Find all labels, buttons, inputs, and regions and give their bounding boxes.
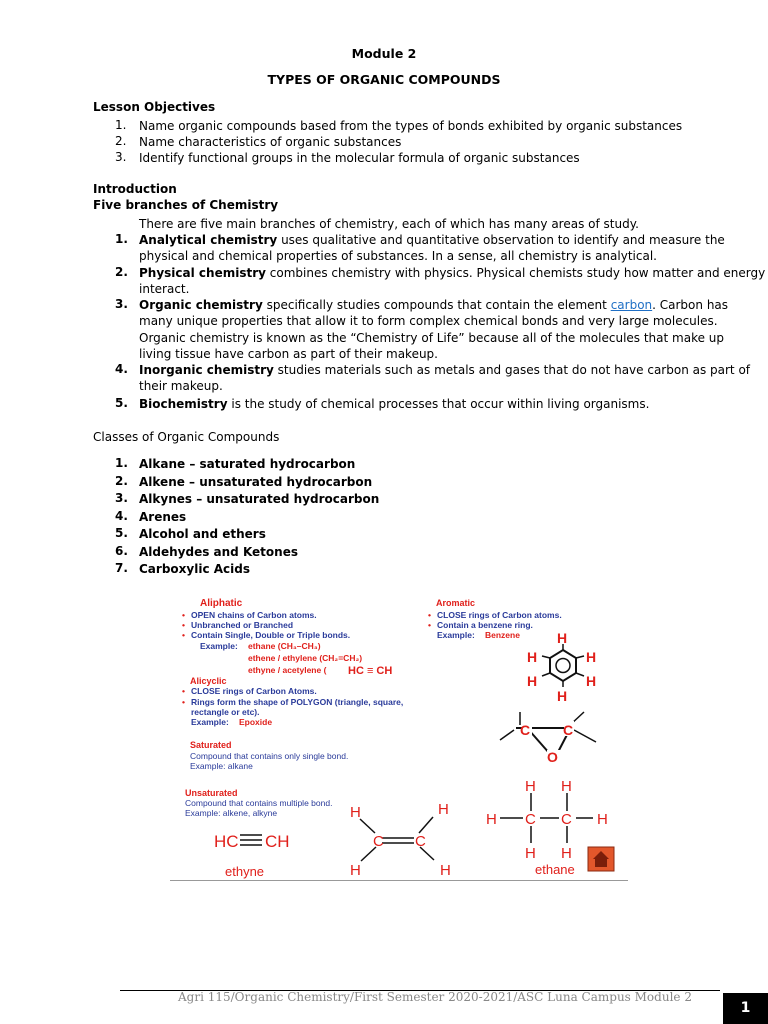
alicyclic-bullet: CLOSE rings of Carbon Atoms. [191,686,317,696]
atom-label: C [563,722,574,738]
class-item: Alkene – unsaturated hydrocarbon [139,475,373,489]
bullet-icon: • [182,697,185,707]
list-number: 2. [115,265,128,279]
unsaturated-title: Unsaturated [185,788,238,798]
atom-label: H [350,862,361,879]
example-label: Example: [191,717,229,727]
intro-heading: Introduction [93,182,177,196]
branch-text: many unique properties that allow it to form complex chemical bonds and very large molecules. [139,314,718,329]
atom-label: H [525,845,536,862]
class-item: Arenes [139,510,187,524]
list-number: 4. [115,362,128,376]
home-button[interactable] [588,847,614,871]
saturated-title: Saturated [190,740,232,750]
list-number: 4. [115,509,128,523]
branch-text: specifically studies compounds that contain the element [262,298,611,312]
list-number: 2. [115,474,128,488]
epoxide-structure [500,712,596,765]
list-number: 5. [115,526,128,540]
branch-text: physical and chemical properties of substances. In a sense, all chemistry is analytical. [139,249,657,264]
list-item: Name organic compounds based from the types of bonds exhibited by organic substances [139,119,683,133]
example-epoxide: Epoxide [239,717,273,727]
page-number: 1 [723,993,768,1024]
example-ethene: ethene / ethylene (CH₂=CH₂) [248,653,363,663]
example-ethyne: ethyne / acetylene ( [248,665,327,675]
alicyclic-title: Alicyclic [190,676,227,686]
aliphatic-bullet: Contain Single, Double or Triple bonds. [191,630,351,640]
acetylene-formula: HC ≡ CH [348,665,393,677]
classes-heading: Classes of Organic Compounds [93,430,280,444]
bullet-icon: • [182,630,185,640]
branch-item [139,265,765,298]
atom-label: H [561,778,572,795]
ethane-label: ethane [535,862,575,877]
bullet-icon: • [428,610,431,620]
atom-label: H [557,630,568,646]
list-item: Name characteristics of organic substances [139,135,402,149]
atom-label: H [586,649,597,665]
bullet-icon: • [182,686,185,696]
list-number: 3. [115,297,128,311]
list-number: 1. [115,232,128,246]
aromatic-bullet: CLOSE rings of Carbon atoms. [437,610,562,620]
branch-text: living tissue have carbon as part of their makeup. [139,346,438,361]
intro-subheading: Five branches of Chemistry [93,198,279,212]
objectives-heading: Lesson Objectives [93,100,216,114]
example-ethane: ethane (CH₃–CH₃) [248,641,321,651]
list-number: 3. [115,491,128,505]
atom-label: C [561,811,572,828]
atom-label: H [597,811,608,828]
branch-term: Inorganic chemistry [139,363,274,377]
atom-label: C [373,833,384,850]
branch-text: studies materials such as metals and gases that do not have carbon as part of [273,363,751,377]
example-label: Example: [200,641,238,651]
list-number: 2. [115,134,127,148]
branch-term: Analytical chemistry [139,233,278,247]
example-label: Example: [437,630,475,640]
branch-text: . Carbon has [652,298,729,312]
unsaturated-example: Example: alkene, alkyne [185,808,278,818]
branch-text: Organic chemistry is known as the “Chemistry of Life” because all of the molecules that make up [139,330,725,345]
saturated-desc: Compound that contains only single bond. [190,751,349,761]
list-number: 6. [115,544,128,558]
ethyne-structure [214,832,290,879]
list-number: 1. [115,118,127,132]
alicyclic-bullet: Rings form the shape of POLYGON (triangle, square, [191,697,404,707]
branch-text: their makeup. [139,379,223,394]
atom-label: H [557,688,568,704]
atom-label: H [440,862,451,879]
atom-label: H [438,801,449,818]
aliphatic-bullet: OPEN chains of Carbon atoms. [191,610,317,620]
class-item: Carboxylic Acids [139,562,250,576]
class-item: Alcohol and ethers [139,527,266,541]
atom-label: H [586,673,597,689]
ethyne-right: CH [265,832,290,851]
class-item: Alkane – saturated hydrocarbon [139,457,356,471]
atom-label: C [525,811,536,828]
saturated-example: Example: alkane [190,761,253,771]
aromatic-bullet: Contain a benzene ring. [437,620,533,630]
aromatic-title: Aromatic [436,598,476,608]
atom-label: H [527,649,538,665]
branch-text: interact. [139,282,190,297]
aliphatic-title: Aliphatic [200,598,243,609]
carbon-link[interactable]: carbon [610,298,653,312]
alicyclic-bullet: rectangle or etc). [191,707,260,717]
list-number: 1. [115,456,128,470]
bullet-icon: • [428,620,431,630]
class-item: Alkynes – unsaturated hydrocarbon [139,492,380,506]
aliphatic-bullet: Unbranched or Branched [191,620,294,630]
branch-term: Organic chemistry [139,298,263,312]
bullet-icon: • [182,620,185,630]
list-number: 5. [115,396,128,410]
atom-label: H [527,673,538,689]
branch-term: Biochemistry [139,397,228,411]
unsaturated-desc: Compound that contains multiple bond. [185,798,333,808]
page-title: TYPES OF ORGANIC COMPOUNDS [267,72,501,87]
example-benzene: Benzene [485,630,520,640]
branch-item [139,232,725,265]
branch-text: combines chemistry with physics. Physical chemists study how matter and energy [265,266,766,280]
figure-svg [170,588,628,880]
atom-label: H [525,778,536,795]
intro-lead: There are five main branches of chemistry, each of which has many areas of study. [139,217,639,231]
atom-label: C [415,833,426,850]
branch-term: Physical chemistry [139,266,266,280]
atom-label: O [547,749,558,765]
branch-item [139,362,750,395]
organic-classification-figure [170,588,628,881]
atom-label: C [520,722,531,738]
atom-label: H [486,811,497,828]
branch-text: uses qualitative and quantitative observation to identify and measure the [277,233,725,247]
ethyne-left: HC [214,832,239,851]
list-item: Identify functional groups in the molecular formula of organic substances [139,151,580,165]
class-item: Aldehydes and Ketones [139,545,298,559]
atom-label: H [350,804,361,821]
branch-item [139,396,649,412]
footer-text: Agri 115/Organic Chemistry/First Semester 2020-2021/ASC Luna Campus Module 2 [178,990,692,1004]
ethyne-label: ethyne [225,864,265,879]
ethene-structure [350,801,451,879]
list-number: 3. [115,150,127,164]
branch-text: is the study of chemical processes that occur within living organisms. [227,397,650,411]
atom-label: H [561,845,572,862]
branch-item [139,297,728,362]
benzene-structure [527,630,596,704]
module-label: Module 2 [351,46,417,61]
list-number: 7. [115,561,128,575]
bullet-icon: • [182,610,185,620]
